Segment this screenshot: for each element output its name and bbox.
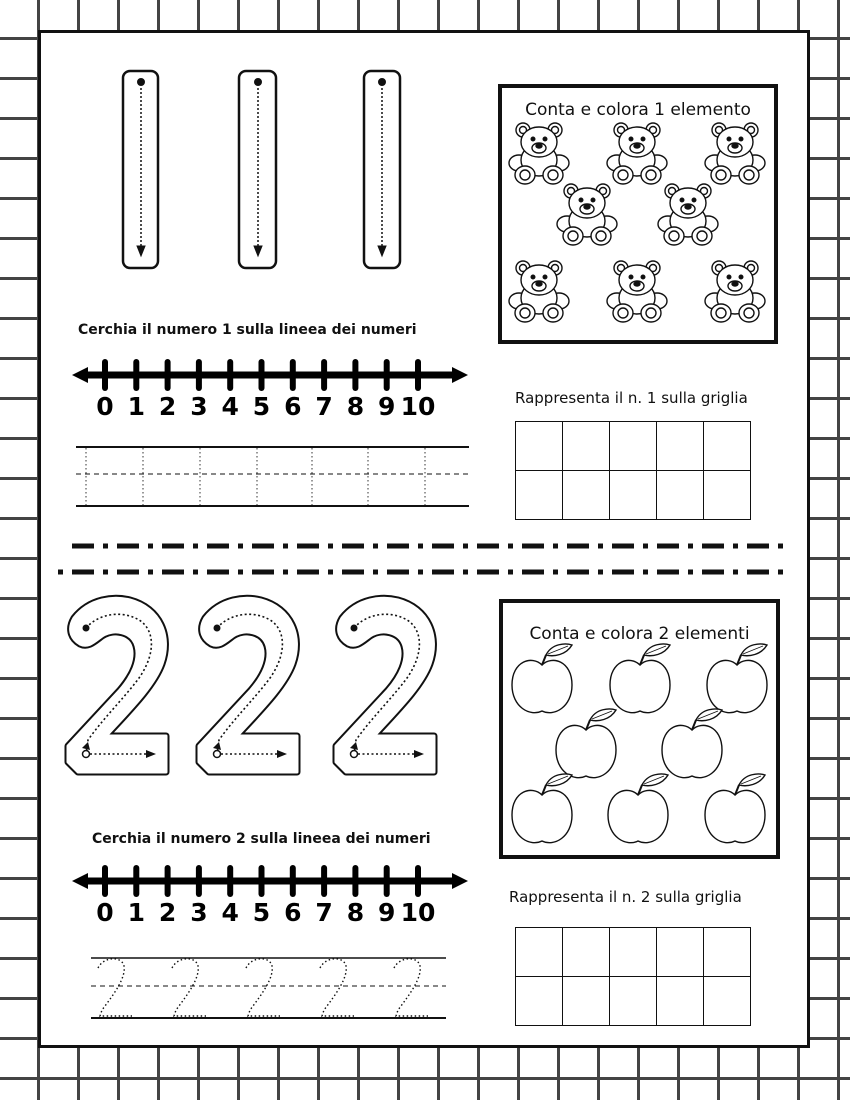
dotted-number-2-trace [394,959,428,1016]
grid-cell[interactable] [704,928,751,977]
bear-icon[interactable] [557,184,617,245]
number-line-1 [70,358,490,428]
number-line-1-label-6[interactable]: 6 [284,392,302,421]
count-box-title: Conta e colora 1 elemento [525,100,751,120]
grid-row [516,928,751,977]
apple-icon[interactable] [608,774,668,843]
grid-cell[interactable] [610,422,657,471]
handwriting-lines-1 [76,442,476,512]
apple-icon[interactable] [707,644,767,713]
grid-cell[interactable] [657,977,704,1026]
grid-cell[interactable] [704,422,751,471]
grid-row [516,471,751,520]
count-box-title: Conta e colora 2 elementi [529,624,750,644]
number-line-1-right-arrow-icon [452,367,468,383]
grid-cell[interactable] [563,977,610,1026]
number-line-1-label-7[interactable]: 7 [315,392,333,421]
bear-icon[interactable] [705,123,765,184]
apple-icon[interactable] [610,644,670,713]
apple-icon[interactable] [705,774,765,843]
count-and-color-box-2 [499,599,780,859]
number-line-1-label-4[interactable]: 4 [221,392,239,421]
cut-line-separator [0,538,850,578]
grid-cell[interactable] [516,928,563,977]
trace-number-2-c [336,598,434,772]
grid-cell[interactable] [657,928,704,977]
number-line-2-label-6[interactable]: 6 [284,898,302,927]
grid-cell[interactable] [563,928,610,977]
grid-cell[interactable] [516,422,563,471]
grid-cell[interactable] [704,977,751,1026]
number-line-2-label-5[interactable]: 5 [252,898,271,927]
number-line-2-label-7[interactable]: 7 [315,898,333,927]
number-line-1-label-10[interactable]: 10 [400,392,436,421]
number-line-2-label-2[interactable]: 2 [158,898,177,927]
grid-cell[interactable] [657,422,704,471]
circle-number-instruction-2: Cerchia il numero 2 sulla lineea dei numeri [92,831,431,847]
number-line-2 [70,864,490,934]
dotted-number-2-trace [320,959,354,1016]
number-line-1-label-0[interactable]: 0 [96,392,114,421]
grid-instruction-1: Rappresenta il n. 1 sulla griglia [515,389,748,407]
grid-cell[interactable] [657,471,704,520]
number-line-1-label-2[interactable]: 2 [158,392,177,421]
grid-cell[interactable] [610,928,657,977]
grid-cell[interactable] [704,471,751,520]
trace-number-2-b [199,598,297,772]
grid-row [516,422,751,471]
handwriting-lines-2 [86,950,486,1030]
number-line-2-label-0[interactable]: 0 [96,898,114,927]
apple-icon[interactable] [556,709,616,778]
grid-row [516,977,751,1026]
number-line-2-label-8[interactable]: 8 [346,898,365,927]
dotted-number-2-trace [246,959,280,1016]
number-line-2-right-arrow-icon [452,873,468,889]
ten-frame-grid-1[interactable] [515,421,751,520]
number-line-1-label-5[interactable]: 5 [252,392,271,421]
number-line-2-label-10[interactable]: 10 [400,898,436,927]
bears-picture-group [502,88,774,340]
trace-number-1-b [239,71,276,268]
bear-icon[interactable] [658,184,718,245]
grid-cell[interactable] [516,471,563,520]
grid-cell[interactable] [563,422,610,471]
apple-icon[interactable] [512,774,572,843]
apple-icon[interactable] [512,644,572,713]
grid-cell[interactable] [610,471,657,520]
bear-icon[interactable] [607,123,667,184]
bear-icon[interactable] [705,261,765,322]
number-line-2-label-4[interactable]: 4 [221,898,239,927]
bear-icon[interactable] [509,123,569,184]
number-line-1-label-3[interactable]: 3 [190,392,208,421]
grid-cell[interactable] [516,977,563,1026]
grid-cell[interactable] [563,471,610,520]
number-line-2-label-3[interactable]: 3 [190,898,208,927]
circle-number-instruction-1: Cerchia il numero 1 sulla lineea dei numeri [78,322,417,338]
apple-icon[interactable] [662,709,722,778]
number-line-1-label-9[interactable]: 9 [377,392,396,421]
number-line-1-label-8[interactable]: 8 [346,392,365,421]
grid-instruction-2: Rappresenta il n. 2 sulla griglia [509,888,742,906]
grid-cell[interactable] [610,977,657,1026]
bear-icon[interactable] [607,261,667,322]
number-line-2-label-9[interactable]: 9 [377,898,396,927]
trace-number-2-a [68,598,166,772]
number-line-2-left-arrow-icon [72,873,88,889]
trace-number-1-c [364,71,400,268]
count-and-color-box-1 [498,84,778,344]
bear-icon[interactable] [509,261,569,322]
apples-picture-group [503,603,776,855]
dotted-number-2-trace [172,959,206,1016]
number-line-2-label-1[interactable]: 1 [127,898,146,927]
number-line-1-label-1[interactable]: 1 [127,392,146,421]
ten-frame-grid-2[interactable] [515,927,751,1026]
dotted-number-2-trace [98,959,132,1016]
trace-number-1-a [123,71,158,268]
number-line-1-left-arrow-icon [72,367,88,383]
